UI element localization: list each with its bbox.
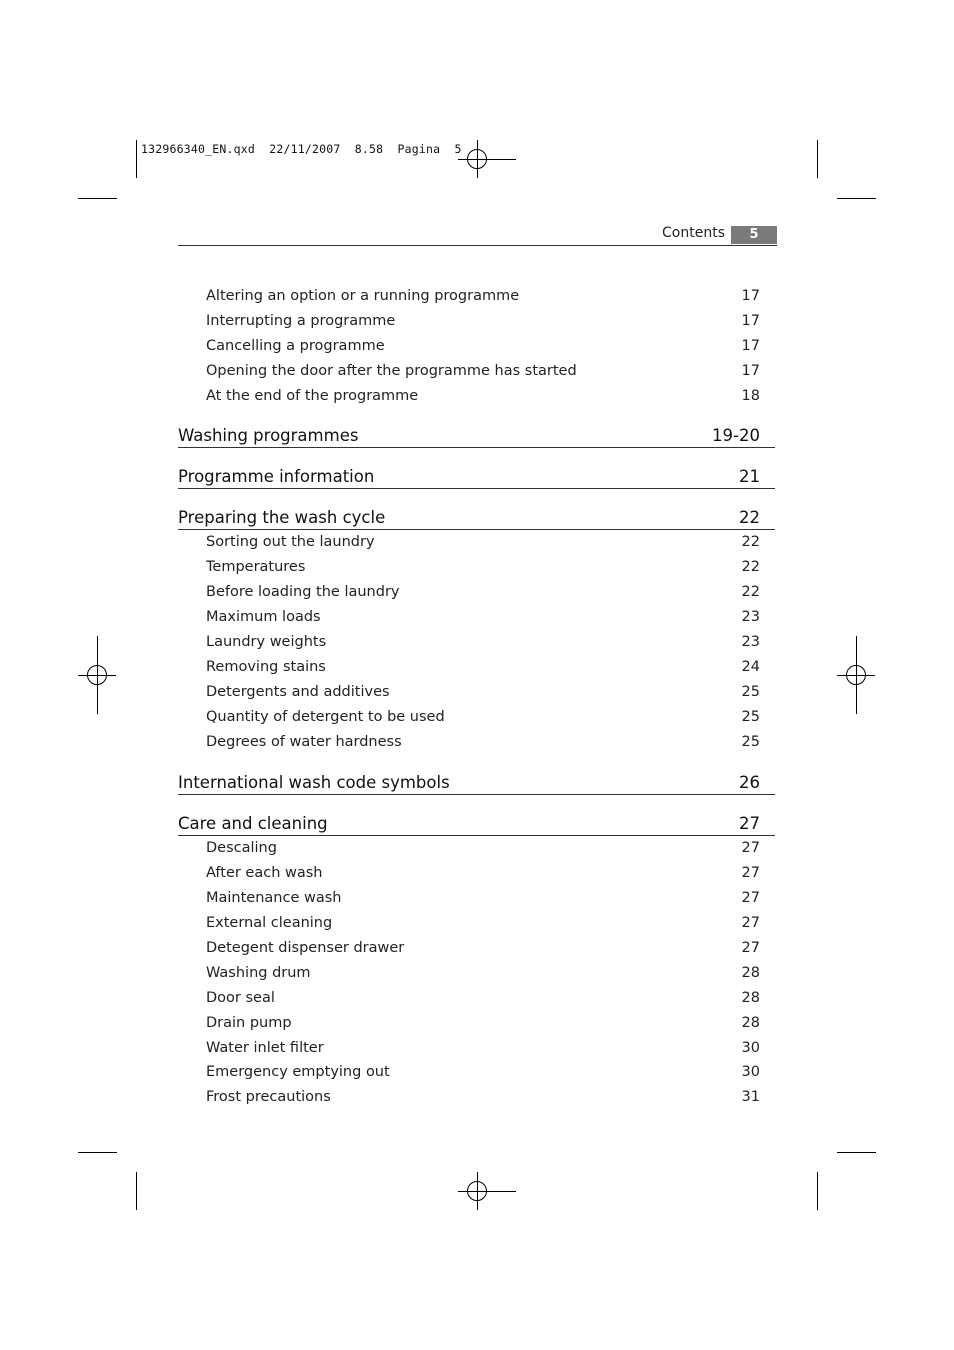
toc-entry-page: 18 [741,387,760,404]
toc-entry-title: Laundry weights [206,634,327,651]
toc-entry-page: 27 [741,915,760,932]
toc-entry-title: Programme information [178,467,375,487]
toc-entry-page: 28 [741,989,760,1006]
crop-mark [78,1152,117,1153]
toc-entry [178,309,775,334]
toc-entry [178,334,775,359]
toc-entry-page: 26 [739,773,760,793]
toc-entry [178,580,775,605]
toc-entry-title: Emergency emptying out [206,1064,390,1081]
toc-entry [178,861,775,886]
toc-entry-page: 25 [741,733,760,750]
toc-entry [178,1036,775,1061]
toc-entry-title: Drain pump [206,1014,292,1031]
toc-entry-title: Frost precautions [206,1089,331,1106]
toc-entry-title: Maximum loads [206,609,321,626]
toc-entry-page: 31 [741,1089,760,1106]
toc-entry-page: 22 [741,534,760,551]
crop-mark [78,198,117,199]
toc-entry [178,911,775,936]
toc-section-heading [178,467,775,489]
print-slug: 132966340_EN.qxd 22/11/2007 8.58 Pagina 5 [141,142,462,156]
toc-entry [178,630,775,655]
toc-entry-title: International wash code symbols [178,773,450,793]
toc-entry-title: Care and cleaning [178,814,328,834]
toc-entry-title: Door seal [206,989,275,1006]
toc-entry-title: External cleaning [206,915,333,932]
crop-mark [837,198,876,199]
toc-entry-title: Removing stains [206,658,326,675]
toc-entry-page: 24 [741,658,760,675]
toc-entry-page: 25 [741,708,760,725]
toc-entry-page: 17 [741,312,760,329]
toc-entry-page: 27 [741,840,760,857]
toc-entry [178,705,775,730]
toc-entry-title: Preparing the wash cycle [178,508,386,528]
toc-entry-page: 21 [739,467,760,487]
toc-section-heading [178,508,775,530]
toc-entry [178,961,775,986]
toc-entry [178,936,775,961]
toc-entry-title: Quantity of detergent to be used [206,708,445,725]
header-section-label: Contents [662,225,725,241]
toc-entry-page: 22 [739,508,760,528]
toc-entry-page: 28 [741,964,760,981]
toc-entry [178,836,775,861]
toc-entry-page: 30 [741,1064,760,1081]
toc-entry [178,359,775,384]
toc-entry-page: 27 [741,940,760,957]
toc-entry-page: 27 [739,814,760,834]
registration-mark-icon [837,656,875,694]
page-number-badge: 5 [731,226,777,244]
toc-entry [178,986,775,1011]
toc-entry-page: 23 [741,634,760,651]
toc-intro-list [178,284,775,408]
toc-entry-title: Altering an option or a running programme [206,288,520,304]
toc-entry-title: Opening the door after the programme has started [206,362,577,379]
table-of-contents [178,284,775,1110]
toc-entry-page: 23 [741,609,760,626]
toc-entry-page: 27 [741,865,760,882]
registration-mark-icon [78,656,116,694]
toc-entry [178,384,775,409]
toc-sections [178,426,775,1110]
toc-entry-title: Cancelling a programme [206,337,385,354]
toc-entry [178,1085,775,1110]
toc-entry-title: Washing programmes [178,426,359,446]
crop-mark [817,1172,818,1210]
toc-entry-page: 22 [741,559,760,576]
registration-mark-icon [458,140,496,178]
toc-entry [178,605,775,630]
toc-section-heading [178,773,775,795]
toc-entry-title: Detegent dispenser drawer [206,940,405,957]
toc-entry-title: Maintenance wash [206,890,342,907]
crop-mark [817,140,818,178]
registration-mark-icon [458,1172,496,1210]
crop-mark [136,1172,137,1210]
toc-entry [178,680,775,705]
toc-entry [178,655,775,680]
toc-entry-page: 17 [741,337,760,354]
toc-section-heading [178,814,775,836]
toc-entry-page: 30 [741,1039,760,1056]
toc-entry-title: Descaling [206,840,277,857]
toc-entry-page: 22 [741,584,760,601]
toc-section-heading [178,426,775,448]
toc-entry [178,530,775,555]
toc-entry-page: 25 [741,683,760,700]
toc-entry-title: Degrees of water hardness [206,733,402,750]
toc-entry-page: 28 [741,1014,760,1031]
header-rule [178,245,777,246]
toc-entry [178,730,775,755]
toc-entry [178,555,775,580]
toc-entry-title: Before loading the laundry [206,584,400,601]
toc-entry-page: 17 [741,288,760,304]
toc-entry-title: Washing drum [206,964,311,981]
toc-entry [178,886,775,911]
crop-mark [136,140,137,178]
toc-entry-title: Temperatures [206,559,306,576]
toc-entry-title: Interrupting a programme [206,312,396,329]
toc-entry [178,1060,775,1085]
toc-entry [178,284,775,309]
toc-entry-page: 27 [741,890,760,907]
toc-entry-title: Sorting out the laundry [206,534,375,551]
toc-entry-title: At the end of the programme [206,387,419,404]
toc-entry-page: 19-20 [712,426,760,446]
toc-entry-title: After each wash [206,865,323,882]
toc-entry-title: Water inlet filter [206,1039,324,1056]
toc-entry-title: Detergents and additives [206,683,390,700]
toc-entry-page: 17 [741,362,760,379]
toc-entry [178,1011,775,1036]
crop-mark [837,1152,876,1153]
